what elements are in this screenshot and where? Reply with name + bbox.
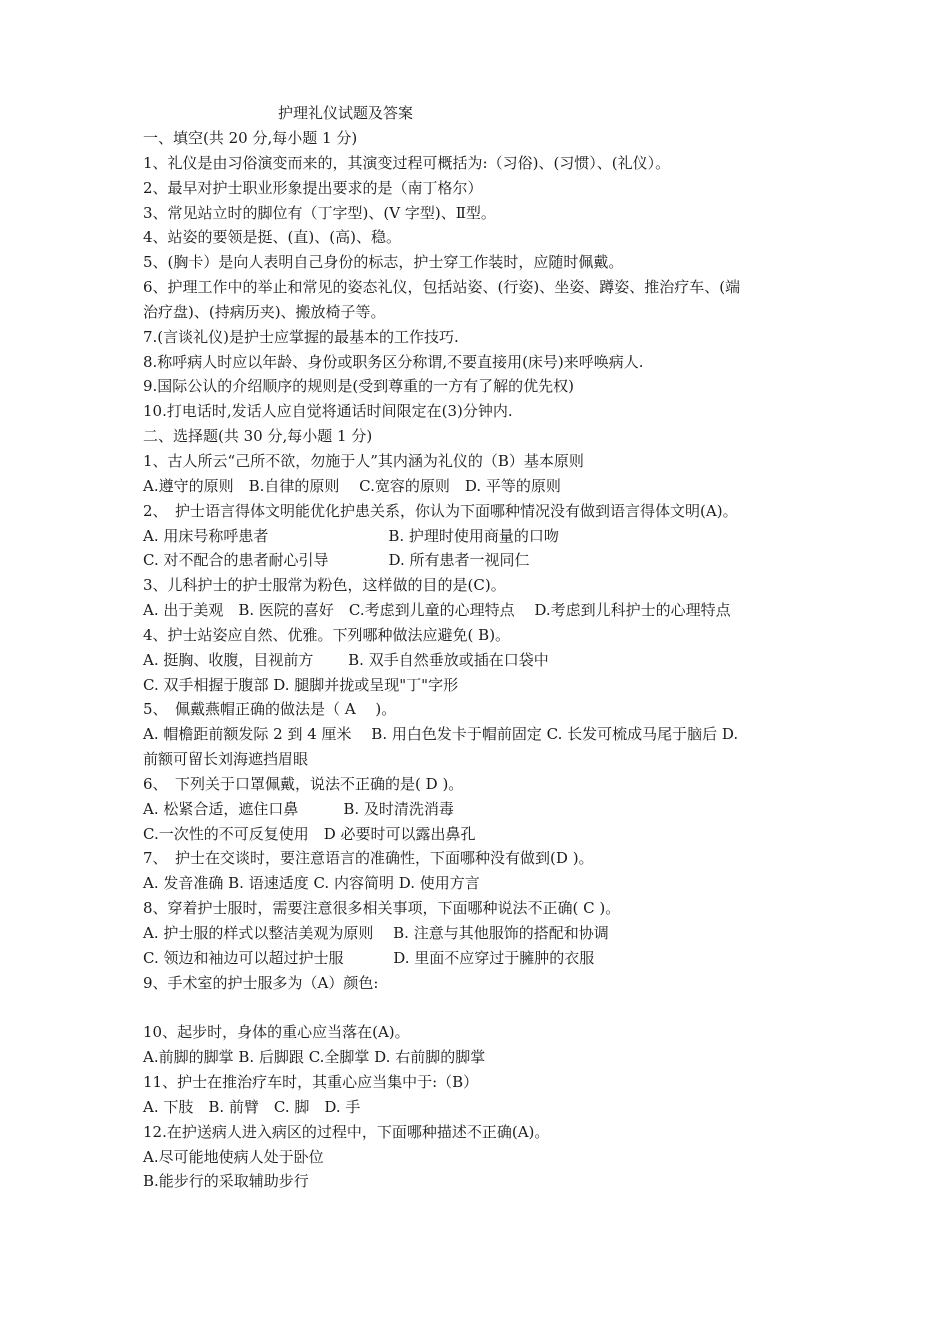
text-line: 6、护理工作中的举止和常见的姿态礼仪，包括站姿、(行姿)、坐姿、蹲姿、推治疗车、(端 — [143, 278, 741, 297]
text-line: 6、 下列关于口罩佩戴，说法不正确的是( D )。 — [143, 774, 464, 793]
text-line — [143, 996, 823, 1021]
text-line: 8.称呼病人时应以年龄、身份或职务区分称谓,不要直接用(床号)来呼唤病人. — [143, 352, 644, 371]
text-line: 前额可留长刘海遮挡眉眼 — [143, 750, 309, 769]
text-line: A. 护士服的样式以整洁美观为原则 B. 注意与其他服饰的搭配和协调 — [143, 924, 609, 942]
text-line: A. 帽檐距前额发际 2 到 4 厘米 B. 用白色发卡于帽前固定 C. 长发可梳成马尾于脑后 D. — [143, 725, 739, 744]
text-line: 治疗盘)、(持病历夹)、搬放椅子等。 — [143, 302, 386, 321]
text-line: 5、(胸卡）是向人表明自己身份的标志，护士穿工作装时，应随时佩戴。 — [143, 253, 624, 272]
text-line: C.一次性的不可反复使用 D 必要时可以露出鼻孔 — [143, 824, 476, 843]
text-line: C. 对不配合的患者耐心引导 D. 所有患者一视同仁 — [143, 551, 530, 570]
text-line: A. 出于美观 B. 医院的喜好 C.考虑到儿童的心理特点 D.考虑到儿科护士的心理特点 — [143, 601, 731, 620]
text-line: 1、礼仪是由习俗演变而来的，其演变过程可概括为:（习俗)、(习惯）、(礼仪）。 — [143, 153, 671, 172]
text-line: 9、手术室的护士服多为（A）颜色: — [143, 973, 379, 992]
text-line: 1、古人所云“己所不欲，勿施于人”其内涵为礼仪的（B）基本原则 — [143, 451, 584, 470]
text-line: 一、填空(共 20 分,每小题 1 分) — [143, 129, 358, 147]
text-line: 10、起步时，身体的重心应当落在(A)。 — [143, 1023, 410, 1042]
text-line: 5、 佩戴燕帽正确的做法是（ A )。 — [143, 700, 397, 719]
text-line: 2、最早对护士职业形象提出要求的是（南丁格尔） — [143, 178, 483, 197]
text-line: 10.打电话时,发话人应自觉将通话时间限定在(3)分钟内. — [143, 402, 513, 421]
text-line: 3、常见站立时的脚位有（丁字型)、(V 字型)、Ⅱ型。 — [143, 203, 496, 222]
text-line: 二、选择题(共 30 分,每小题 1 分) — [143, 427, 373, 446]
text-line: A. 松紧合适，遮住口鼻 B. 及时清洗消毒 — [143, 799, 454, 818]
text-line: 9.国际公认的介绍顺序的规则是(受到尊重的一方有了解的优先权) — [143, 377, 575, 396]
text-line: 12.在护送病人进入病区的过程中，下面哪种描述不正确(A)。 — [143, 1122, 550, 1141]
document-body — [143, 126, 823, 1194]
document-title: 护理礼仪试题及答案 — [278, 104, 414, 122]
text-line: A.前脚的脚掌 B. 后脚跟 C.全脚掌 D. 右前脚的脚掌 — [143, 1048, 486, 1067]
text-line: A.遵守的原则 B.自律的原则 C.宽容的原则 D. 平等的原则 — [143, 476, 561, 495]
text-line: A. 发音准确 B. 语速适度 C. 内容简明 D. 使用方言 — [143, 874, 480, 893]
text-line: 11、护士在推治疗车时，其重心应当集中于:（B） — [143, 1073, 479, 1092]
text-line: 8、穿着护士服时，需要注意很多相关事项，下面哪种说法不正确( C )。 — [143, 899, 621, 918]
text-line: 4、站姿的要领是挺、(直)、(高)、稳。 — [143, 228, 401, 247]
text-line: A. 用床号称呼患者 B. 护理时使用商量的口吻 — [143, 526, 559, 545]
text-line: A.尽可能地使病人处于卧位 — [143, 1147, 324, 1166]
text-line: 3、儿科护士的护士服常为粉色，这样做的目的是(C)。 — [143, 576, 506, 595]
text-line: 7、 护士在交谈时，要注意语言的准确性，下面哪种没有做到(D )。 — [143, 849, 594, 868]
text-line: B.能步行的采取辅助步行 — [143, 1172, 309, 1191]
text-line: A. 下肢 B. 前臂 C. 脚 D. 手 — [143, 1097, 361, 1116]
text-line: C. 双手相握于腹部 D. 腿脚并拢或呈现"丁"字形 — [143, 675, 459, 694]
text-line: 4、护士站姿应自然、优雅。下列哪种做法应避免( B)。 — [143, 625, 511, 644]
text-line: 2、 护士语言得体文明能优化护患关系，你认为下面哪种情况没有做到语言得体文明(A)。 — [143, 501, 738, 520]
text-line: A. 挺胸、收腹，目视前方 B. 双手自然垂放或插在口袋中 — [143, 650, 549, 669]
text-line: 7.(言谈礼仪)是护士应掌握的最基本的工作技巧. — [143, 327, 459, 346]
text-line: C. 领边和袖边可以超过护士服 D. 里面不应穿过于臃肿的衣服 — [143, 948, 595, 967]
